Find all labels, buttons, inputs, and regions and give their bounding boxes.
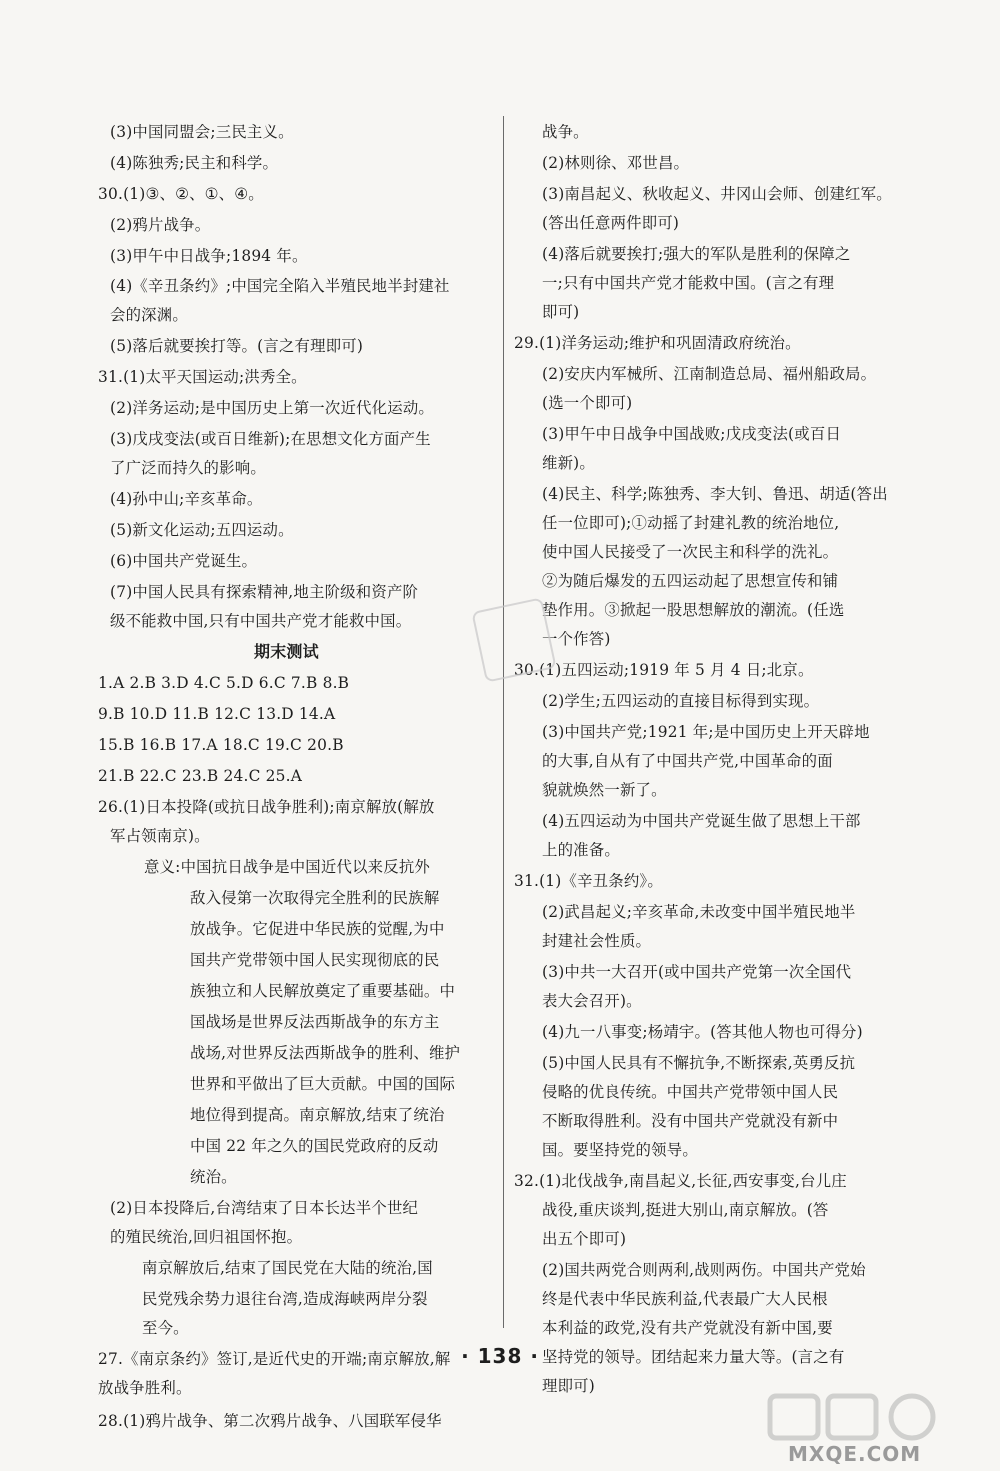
section-heading: 期末测试 [254,642,319,661]
faint-stamp-mark [471,597,556,682]
text-line: 了广泛而持久的影响。 [110,459,266,477]
text-line: (6)中国共产党诞生。 [110,552,258,570]
text-line: 理即可) [542,1377,595,1395]
text-line: (4)孙中山;辛亥革命。 [110,490,263,508]
text-line: 维新)。 [542,454,595,472]
text-line: (7)中国人民具有探索精神,地主阶级和资产阶 [110,583,419,601]
text-line: (4)九一八事变;杨靖宇。(答其他人物也可得分) [542,1023,863,1041]
text-line: (3)甲午中日战争;1894 年。 [110,247,308,265]
text-line: 任一位即可);①动摇了封建礼教的统治地位, [542,514,840,532]
text-line: 侵略的优良传统。中国共产党带领中国人民 [542,1083,839,1101]
text-line: 32.(1)北伐战争,南昌起义,长征,西安事变,台儿庄 [514,1172,847,1190]
text-line: (4)陈独秀;民主和科学。 [110,154,279,172]
text-line: (5)新文化运动;五四运动。 [110,521,294,539]
text-line: 30.(1)③、②、①、④。 [98,185,264,203]
text-line: (答出任意两件即可) [542,214,680,232]
text-line: 至今。 [142,1319,189,1337]
text-line: (3)中国共产党;1921 年;是中国历史上开天辟地 [542,723,870,741]
text-line: 使中国人民接受了一次民主和科学的洗礼。 [542,543,839,561]
text-line: (4)落后就要挨打;强大的军队是胜利的保障之 [542,245,851,263]
page-number: · 138 · [461,1344,539,1368]
text-line: (2)洋务运动;是中国历史上第一次近代化运动。 [110,399,435,417]
text-line: 不断取得胜利。没有中国共产党就没有新中 [542,1112,839,1130]
text-line: 坚持党的领导。团结起来力量大等。(言之有 [542,1348,845,1366]
text-line: 地位得到提高。南京解放,结束了统治 [190,1106,445,1124]
text-line: (2)学生;五四运动的直接目标得到实现。 [542,692,820,710]
text-line: 出五个即可) [542,1230,627,1248]
text-line: 本利益的政党,没有共产党就没有新中国,要 [542,1319,833,1337]
text-line: 族独立和人民解放奠定了重要基础。中 [190,982,456,1000]
text-line: (4)五四运动为中国共产党诞生做了思想上干部 [542,812,861,830]
text-line: (选一个即可) [542,394,633,412]
text-line: 上的准备。 [542,841,620,859]
text-line: (2)林则徐、邓世昌。 [542,154,690,172]
text-line: 27.《南京条约》签订,是近代史的开端;南京解放,解 [98,1350,451,1368]
text-line: 敌入侵第一次取得完全胜利的民族解 [190,889,440,907]
text-line: 南京解放后,结束了国民党在大陆的统治,国 [142,1259,433,1277]
choice-answers-row: 9.B 10.D 11.B 12.C 13.D 14.A [98,705,336,723]
text-line: 战场,对世界反法西斯战争的胜利、维护 [190,1044,461,1062]
choice-answers-row: 21.B 22.C 23.B 24.C 25.A [98,767,303,785]
text-line: 级不能救中国,只有中国共产党才能救中国。 [110,612,412,630]
text-line: 封建社会性质。 [542,932,652,950]
text-line: (3)中国同盟会;三民主义。 [110,123,294,141]
text-line: 28.(1)鸦片战争、第二次鸦片战争、八国联军侵华 [98,1412,442,1430]
text-line: 26.(1)日本投降(或抗日战争胜利);南京解放(解放 [98,798,435,816]
text-line: (2)日本投降后,台湾结束了日本长达半个世纪 [110,1199,419,1217]
text-line: (2)武昌起义;辛亥革命,未改变中国半殖民地半 [542,903,856,921]
choice-answers-row: 15.B 16.B 17.A 18.C 19.C 20.B [98,736,344,754]
text-line: (5)中国人民具有不懈抗争,不断探索,英勇反抗 [542,1054,856,1072]
text-line: (2)国共两党合则两利,战则两伤。中国共产党始 [542,1261,866,1279]
choice-answers-row: 1.A 2.B 3.D 4.C 5.D 6.C 7.B 8.B [98,674,350,692]
text-line: (2)安庆内军械所、江南制造总局、福州船政局。 [542,365,877,383]
text-line: 战役,重庆谈判,挺进大别山,南京解放。(答 [542,1201,829,1219]
text-line: (5)落后就要挨打等。(言之有理即可) [110,337,364,355]
text-line: 貌就焕然一新了。 [542,781,667,799]
text-line: 意义:中国抗日战争是中国近代以来反抗外 [144,858,431,876]
text-line: (3)中共一大召开(或中国共产党第一次全国代 [542,963,852,981]
text-line: 世界和平做出了巨大贡献。中国的国际 [190,1075,456,1093]
text-line: 垫作用。③掀起一股思想解放的潮流。(任选 [542,601,845,619]
text-line: 31.(1)《辛丑条约》。 [514,872,663,890]
text-line: 即可) [542,303,580,321]
text-line: 国。要坚持党的领导。 [542,1141,698,1159]
text-line: (2)鸦片战争。 [110,216,211,234]
text-line: (4)《辛丑条约》;中国完全陷入半殖民地半封建社 [110,277,450,295]
text-line: 统治。 [190,1168,237,1186]
text-line: 国共产党带领中国人民实现彻底的民 [190,951,440,969]
text-line: 军占领南京)。 [110,827,210,845]
column-divider [503,116,504,1328]
text-line: 放战争胜利。 [98,1379,192,1397]
text-line: 31.(1)太平天国运动;洪秀全。 [98,368,307,386]
text-line: 表大会召开)。 [542,992,642,1010]
text-line: (4)民主、科学;陈独秀、李大钊、鲁迅、胡适(答出 [542,485,888,503]
text-line: 一个作答) [542,630,611,648]
text-line: 中国 22 年之久的国民党政府的反动 [190,1137,439,1155]
text-line: 国战场是世界反法西斯战争的东方主 [190,1013,440,1031]
text-line: ②为随后爆发的五四运动起了思想宣传和铺 [542,572,839,590]
text-line: 的大事,自从有了中国共产党,中国革命的面 [542,752,833,770]
text-line: 终是代表中华民族利益,代表最广大人民根 [542,1290,828,1308]
text-line: 29.(1)洋务运动;维护和巩固清政府统治。 [514,334,801,352]
text-line: 的殖民统治,回归祖国怀抱。 [110,1228,303,1246]
text-line: 放战争。它促进中华民族的觉醒,为中 [190,920,445,938]
text-line: 会的深渊。 [110,306,188,324]
text-line: (3)南昌起义、秋收起义、井冈山会师、创建红军。 [542,185,892,203]
text-line: (3)戊戌变法(或百日维新);在思想文化方面产生 [110,430,431,448]
text-line: 战争。 [542,123,589,141]
text-line: (3)甲午中日战争中国战败;戊戌变法(或百日 [542,425,842,443]
text-line: 一;只有中国共产党才能救中国。(言之有理 [542,274,835,292]
text-line: 民党残余势力退往台湾,造成海峡两岸分裂 [142,1290,428,1308]
text-line: 30.(1)五四运动;1919 年 5 月 4 日;北京。 [514,661,814,679]
watermark-text: MXQE.COM [788,1442,922,1466]
